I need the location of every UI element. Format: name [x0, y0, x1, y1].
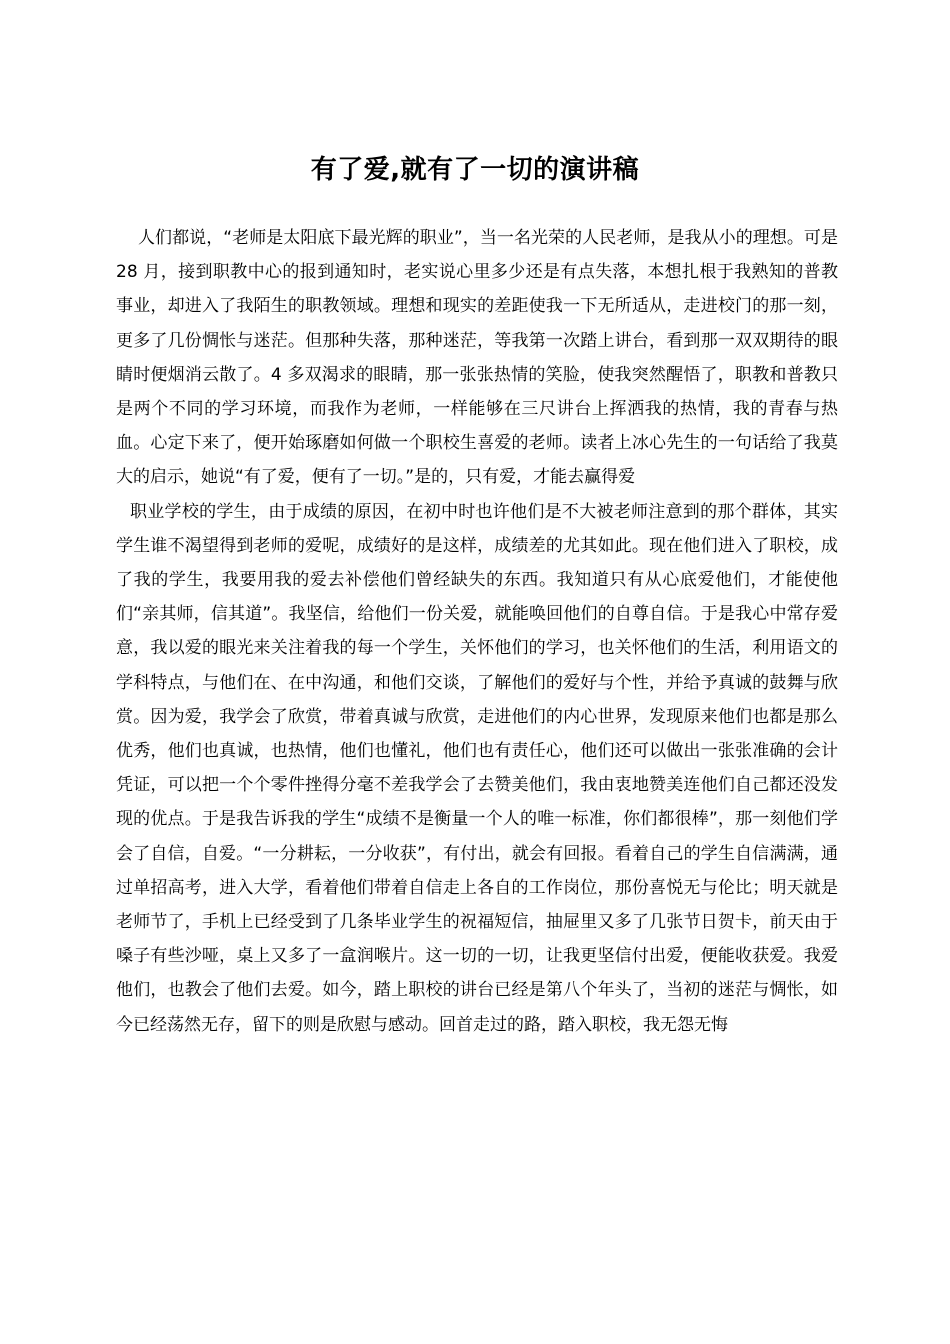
document-title: 有了爱,就有了一切的演讲稿: [310, 155, 640, 186]
body-paragraph-1: 人们都说，“老师是太阳底下最光辉的职业”，当一名光荣的人民老师，是我从小的理想。可是 28 月，接到职教中心的报到通知时，老实说心里多少还是有点失落，本想扎根于我熟知的普教事业，却进入了我陌生的职教领域。理想和现实的差距使我一下无所适从，走进校门的那一刻，更多了几份惆怅与迷茫。但那种失落，那种迷茫，等我第一次踏上讲台，看到那一双双期待的眼睛时便烟消云散了。4 多双渴求的眼睛，那一张张热情的笑脸，使我突然醒悟了，职教和普教只是两个不同的学习环境，而我作为老师，一样能够在三尺讲台上挥洒我的热情，我的青春与热血。心定下来了，便开始琢磨如何做一个职校生喜爱的老师。读者上冰心先生的一句话给了我莫大的启示，她说“有了爱，便有了一切。”是的，只有爱，才能去赢得爱: [116, 228, 838, 488]
body-paragraph-2: 职业学校的学生，由于成绩的原因，在初中时也许他们是不大被老师注意到的那个群体，其实学生谁不渴望得到老师的爱呢，成绩好的是这样，成绩差的尤其如此。现在他们进入了职校，成了我的学生，我要用我的爱去补偿他们曾经缺失的东西。我知道只有从心底爱他们，才能使他们“亲其师，信其道”。我坚信，给他们一份关爱，就能唤回他们的自尊自信。于是我心中常存爱意，我以爱的眼光来关注着我的每一个学生，关怀他们的学习，也关怀他们的生活，利用语文的学科特点，与他们在、在中沟通，和他们交谈，了解他们的爱好与个性，并给予真诚的鼓舞与欣赏。因为爱，我学会了欣赏，带着真诚与欣赏，走进他们的内心世界，发现原来他们也都是那么优秀，他们也真诚，也热情，他们也懂礼，他们也有责任心，他们还可以做出一张张准确的会计凭证，可以把一个个零件挫得分毫不差我学会了去赞美他们，我由衷地赞美连他们自己都还没发现的优点。于是我告诉我的学生“成绩不是衡量一个人的唯一标准，你们都很棒”，那一刻他们学会了自信，自爱。“一分耕耘，一分收获”，有付出，就会有回报。看着自己的学生自信满满，通过单招高考，进入大学，看着他们带着自信走上各自的工作岗位，那份喜悦无与伦比；明天就是老师节了，手机上已经受到了几条毕业学生的祝福短信，抽屉里又多了几张节日贺卡，前天由于嗓子有些沙哑，桌上又多了一盒润喉片。这一切的一切，让我更坚信付出爱，便能收获爱。我爱他们，也教会了他们去爱。如今，踏上职校的讲台已经是第八个年头了，当初的迷茫与惆怅，如今已经荡然无存，留下的则是欣慰与感动。回首走过的路，踏入职校，我无怨无悔: [116, 501, 838, 1035]
document-body: [116, 221, 838, 1042]
